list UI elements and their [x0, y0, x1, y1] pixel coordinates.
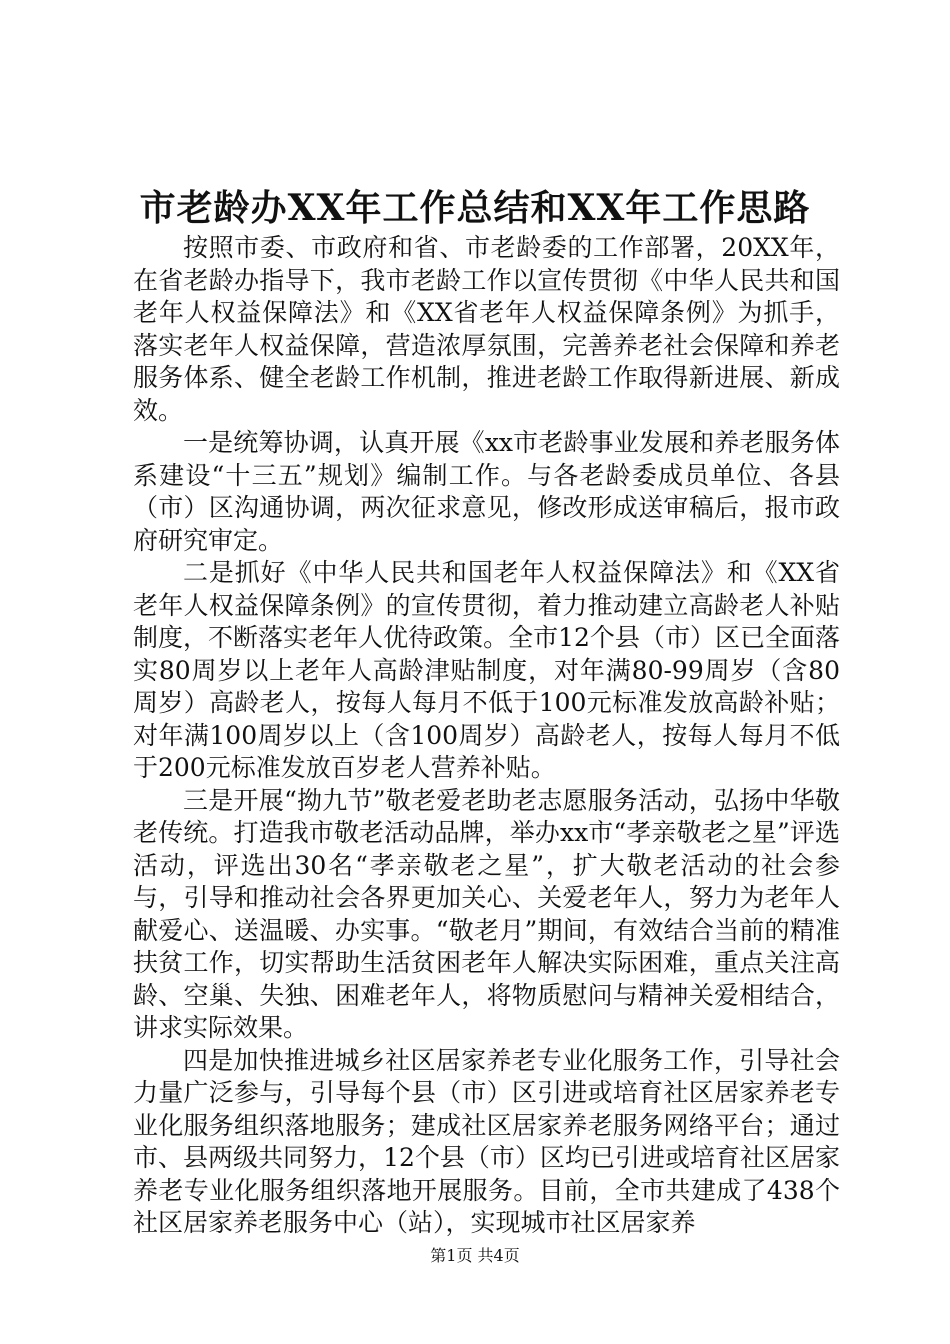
page-footer: 第1页 共4页	[430, 1246, 520, 1265]
paragraph-item-2: 二是抓好《中华人民共和国老年人权益保障法》和《XX省老年人权益保障条例》的宣传贯彻，着力推动建立高龄老人补贴制度，不断落实老年人优待政策。全市12个县（市）区已全面落实80周岁以上老年人高龄津贴制度，对年满80-99周岁（含80周岁）高龄老人，按每人每月不低于100元标准发放高龄补贴；对年满100周岁以上（含100周岁）高龄老人，按每人每月不低于200元标准发放百岁老人营养补贴。	[133, 558, 840, 782]
paragraph-item-3: 三是开展“拗九节”敬老爱老助老志愿服务活动，弘扬中华敬老传统。打造我市敬老活动品牌，举办xx市“孝亲敬老之星”评选活动，评选出30名“孝亲敬老之星”，扩大敬老活动的社会参与，引导和推动社会各界更加关心、关爱老年人，努力为老年人献爱心、送温暖、办实事。“敬老月”期间，有效结合当前的精准扶贫工作，切实帮助生活贫困老年人解决实际困难，重点关注高龄、空巢、失独、困难老年人，将物质慰问与精神关爱相结合，讲求实际效果。	[133, 785, 840, 1042]
document-body	[133, 232, 840, 1240]
paragraph-item-1: 一是统筹协调，认真开展《xx市老龄事业发展和养老服务体系建设“十三五”规划》编制工作。与各老龄委成员单位、各县（市）区沟通协调，两次征求意见，修改形成送审稿后，报市政府研究审定。	[133, 428, 840, 555]
document-title: 市老龄办XX年工作总结和XX年工作思路	[139, 187, 811, 229]
paragraph-item-4: 四是加快推进城乡社区居家养老专业化服务工作，引导社会力量广泛参与，引导每个县（市）区引进或培育社区居家养老专业化服务组织落地服务；建成社区居家养老服务网络平台；通过市、县两级共同努力，12个县（市）区均已引进或培育社区居家养老专业化服务组织落地开展服务。目前，全市共建成了438个社区居家养老服务中心（站），实现城市社区居家养	[133, 1045, 840, 1237]
paragraph-intro: 按照市委、市政府和省、市老龄委的工作部署，20XX年，在省老龄办指导下，我市老龄工作以宣传贯彻《中华人民共和国老年人权益保障法》和《XX省老年人权益保障条例》为抓手，落实老年人权益保障，营造浓厚氛围，完善养老社会保障和养老服务体系、健全老龄工作机制，推进老龄工作取得新进展、新成效。	[133, 233, 840, 425]
